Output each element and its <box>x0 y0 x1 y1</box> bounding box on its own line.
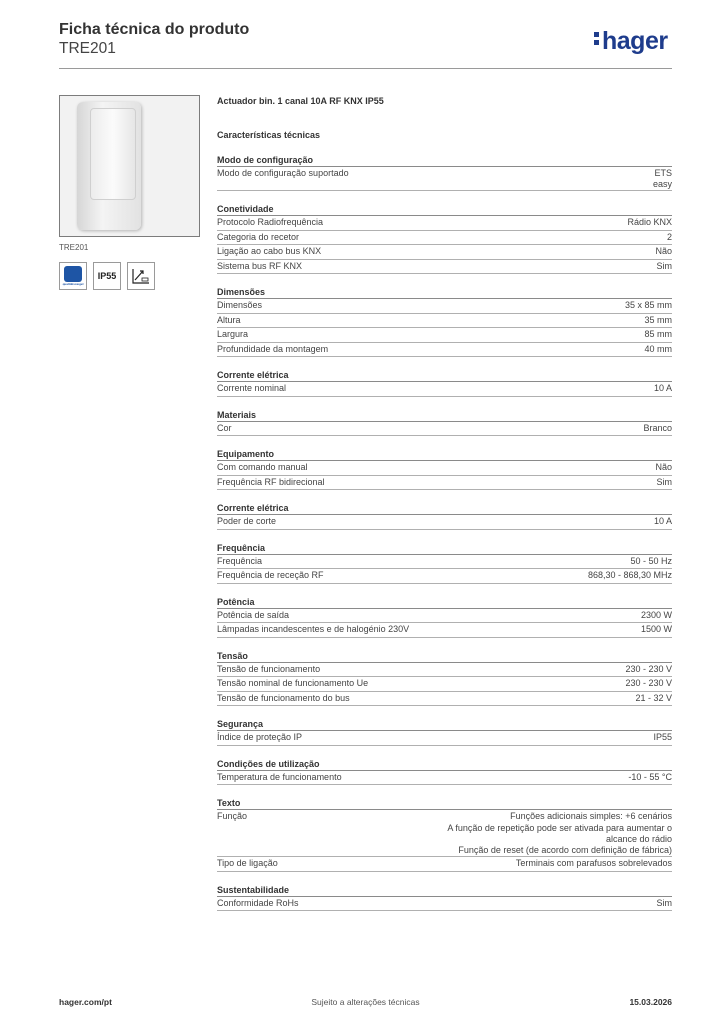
spec-label: Índice de proteção IP <box>217 732 303 743</box>
footer-note: Sujeito a alterações técnicas <box>311 997 420 1007</box>
page-header <box>59 20 249 58</box>
spec-value: Terminais com parafusos sobrelevados <box>515 858 672 869</box>
spec-value: 10 A <box>653 516 672 527</box>
spec-label: Função <box>217 811 248 822</box>
spec-value: -10 - 55 °C <box>628 771 672 782</box>
spec-label: Altura <box>217 314 241 325</box>
spec-label: Lâmpadas incandescentes e de halogénio 230V <box>217 624 410 635</box>
spec-value: 50 - 50 Hz <box>630 555 672 566</box>
spec-value: Rádio KNX <box>627 217 672 228</box>
spec-value: ETS easy <box>652 168 672 190</box>
spec-value: 868,30 - 868,30 MHz <box>587 570 672 581</box>
product-name: Actuador bin. 1 canal 10A RF KNX IP55 <box>217 96 384 106</box>
spec-row <box>217 623 672 638</box>
spec-label: Tensão de funcionamento <box>217 663 321 674</box>
spec-label: Modo de configuração suportado <box>217 168 349 178</box>
spec-section <box>217 502 672 530</box>
spec-label: Categoria do recetor <box>217 231 300 242</box>
spec-value: Não <box>655 246 672 257</box>
spec-value: Sim <box>656 476 672 487</box>
spec-value: 40 mm <box>644 343 672 354</box>
spec-section <box>217 409 672 437</box>
hager-logo: hager <box>594 26 668 56</box>
spec-section <box>217 448 672 490</box>
spec-row <box>217 569 672 584</box>
spec-value: Sim <box>656 260 672 271</box>
spec-label: Largura <box>217 329 249 340</box>
spec-value: 1500 W <box>640 624 672 635</box>
spec-row <box>217 857 672 872</box>
spec-label: Corrente nominal <box>217 383 287 394</box>
spec-row <box>217 299 672 314</box>
header-divider <box>59 68 672 69</box>
quality-seal-icon: qualitätssiegel <box>59 262 87 290</box>
spec-label: Temperatura de funcionamento <box>217 771 342 782</box>
install-symbol-icon <box>127 262 155 290</box>
spec-value: 35 mm <box>644 314 672 325</box>
spec-label: Profundidade da montagem <box>217 343 329 354</box>
spec-label: Tipo de ligação <box>217 858 278 869</box>
section-title: Potência <box>217 596 672 609</box>
spec-row <box>217 216 672 231</box>
spec-row <box>217 382 672 397</box>
spec-value: 2 <box>666 231 672 242</box>
spec-value: 2300 W <box>640 609 672 620</box>
spec-value: 85 mm <box>644 329 672 340</box>
spec-label: Sistema bus RF KNX <box>217 260 303 271</box>
spec-row <box>217 897 672 912</box>
spec-row <box>217 663 672 678</box>
spec-section <box>217 884 672 912</box>
spec-label: Tensão de funcionamento do bus <box>217 692 350 703</box>
section-title: Dimensões <box>217 286 672 299</box>
spec-section <box>217 797 672 871</box>
section-title: Corrente elétrica <box>217 502 672 515</box>
spec-content <box>217 96 672 911</box>
section-title: Frequência <box>217 542 672 555</box>
spec-label: Poder de corte <box>217 516 277 527</box>
section-title: Modo de configuração <box>217 154 672 167</box>
ip55-badge: IP55 <box>93 262 121 290</box>
spec-value: Sim <box>656 897 672 908</box>
spec-value: 230 - 230 V <box>625 663 672 674</box>
spec-row <box>217 260 672 275</box>
page-title: Ficha técnica do produto <box>59 21 250 38</box>
spec-label: Frequência RF bidirecional <box>217 476 325 487</box>
spec-row <box>217 609 672 624</box>
spec-value: 10 A <box>653 383 672 394</box>
spec-label: Com comando manual <box>217 462 308 473</box>
footer-date: 15.03.2026 <box>629 997 672 1007</box>
spec-label: Frequência de receção RF <box>217 570 324 581</box>
spec-row <box>217 167 672 191</box>
section-title: Equipamento <box>217 448 672 461</box>
logo-dots-icon <box>594 29 600 47</box>
spec-label: Potência de saída <box>217 609 290 620</box>
spec-label: Tensão nominal de funcionamento Ue <box>217 678 369 689</box>
spec-label: Protocolo Radiofrequência <box>217 217 324 228</box>
characteristics-title: Características técnicas <box>217 130 321 140</box>
section-title: Corrente elétrica <box>217 369 672 382</box>
section-title: Sustentabilidade <box>217 884 672 897</box>
spec-section <box>217 542 672 584</box>
spec-row <box>217 328 672 343</box>
image-caption: TRE201 <box>59 243 89 252</box>
section-title: Segurança <box>217 718 672 731</box>
spec-label: Ligação ao cabo bus KNX <box>217 246 322 257</box>
section-title: Conetividade <box>217 203 672 216</box>
spec-value: 35 x 85 mm <box>624 300 672 311</box>
section-title: Texto <box>217 797 672 810</box>
spec-row <box>217 692 672 707</box>
spec-row <box>217 810 672 857</box>
product-reference: TRE201 <box>59 40 116 57</box>
spec-row <box>217 461 672 476</box>
section-title: Materiais <box>217 409 672 422</box>
spec-label: Frequência <box>217 555 263 566</box>
spec-row <box>217 515 672 530</box>
spec-row <box>217 422 672 437</box>
spec-section <box>217 369 672 397</box>
spec-label: Cor <box>217 422 232 433</box>
spec-section <box>217 286 672 357</box>
certification-badges <box>59 262 155 290</box>
spec-row <box>217 314 672 329</box>
product-image <box>59 95 200 237</box>
spec-row <box>217 343 672 358</box>
spec-value: Funções adicionais simples: +6 cenários A função de repetição pode ser ativada para aumentar o alcance do rádio Função de reset (de acordo com definição de fábrica) <box>447 811 672 856</box>
spec-section <box>217 596 672 638</box>
spec-section <box>217 650 672 707</box>
spec-value: 230 - 230 V <box>625 678 672 689</box>
spec-value: Branco <box>643 422 672 433</box>
spec-section <box>217 203 672 274</box>
spec-value: Não <box>655 462 672 473</box>
spec-row <box>217 231 672 246</box>
spec-section <box>217 154 672 191</box>
spec-row <box>217 771 672 786</box>
spec-row <box>217 245 672 260</box>
spec-row <box>217 677 672 692</box>
spec-label: Dimensões <box>217 300 263 311</box>
spec-value: 21 - 32 V <box>635 692 672 703</box>
section-title: Condições de utilização <box>217 758 672 771</box>
spec-section <box>217 758 672 786</box>
device-illustration <box>77 102 141 230</box>
spec-row <box>217 476 672 491</box>
spec-row <box>217 731 672 746</box>
spec-section <box>217 718 672 746</box>
spec-value: IP55 <box>653 732 672 743</box>
spec-row <box>217 555 672 570</box>
footer-website[interactable]: hager.com/pt <box>59 997 112 1007</box>
spec-label: Conformidade RoHs <box>217 897 299 908</box>
section-title: Tensão <box>217 650 672 663</box>
